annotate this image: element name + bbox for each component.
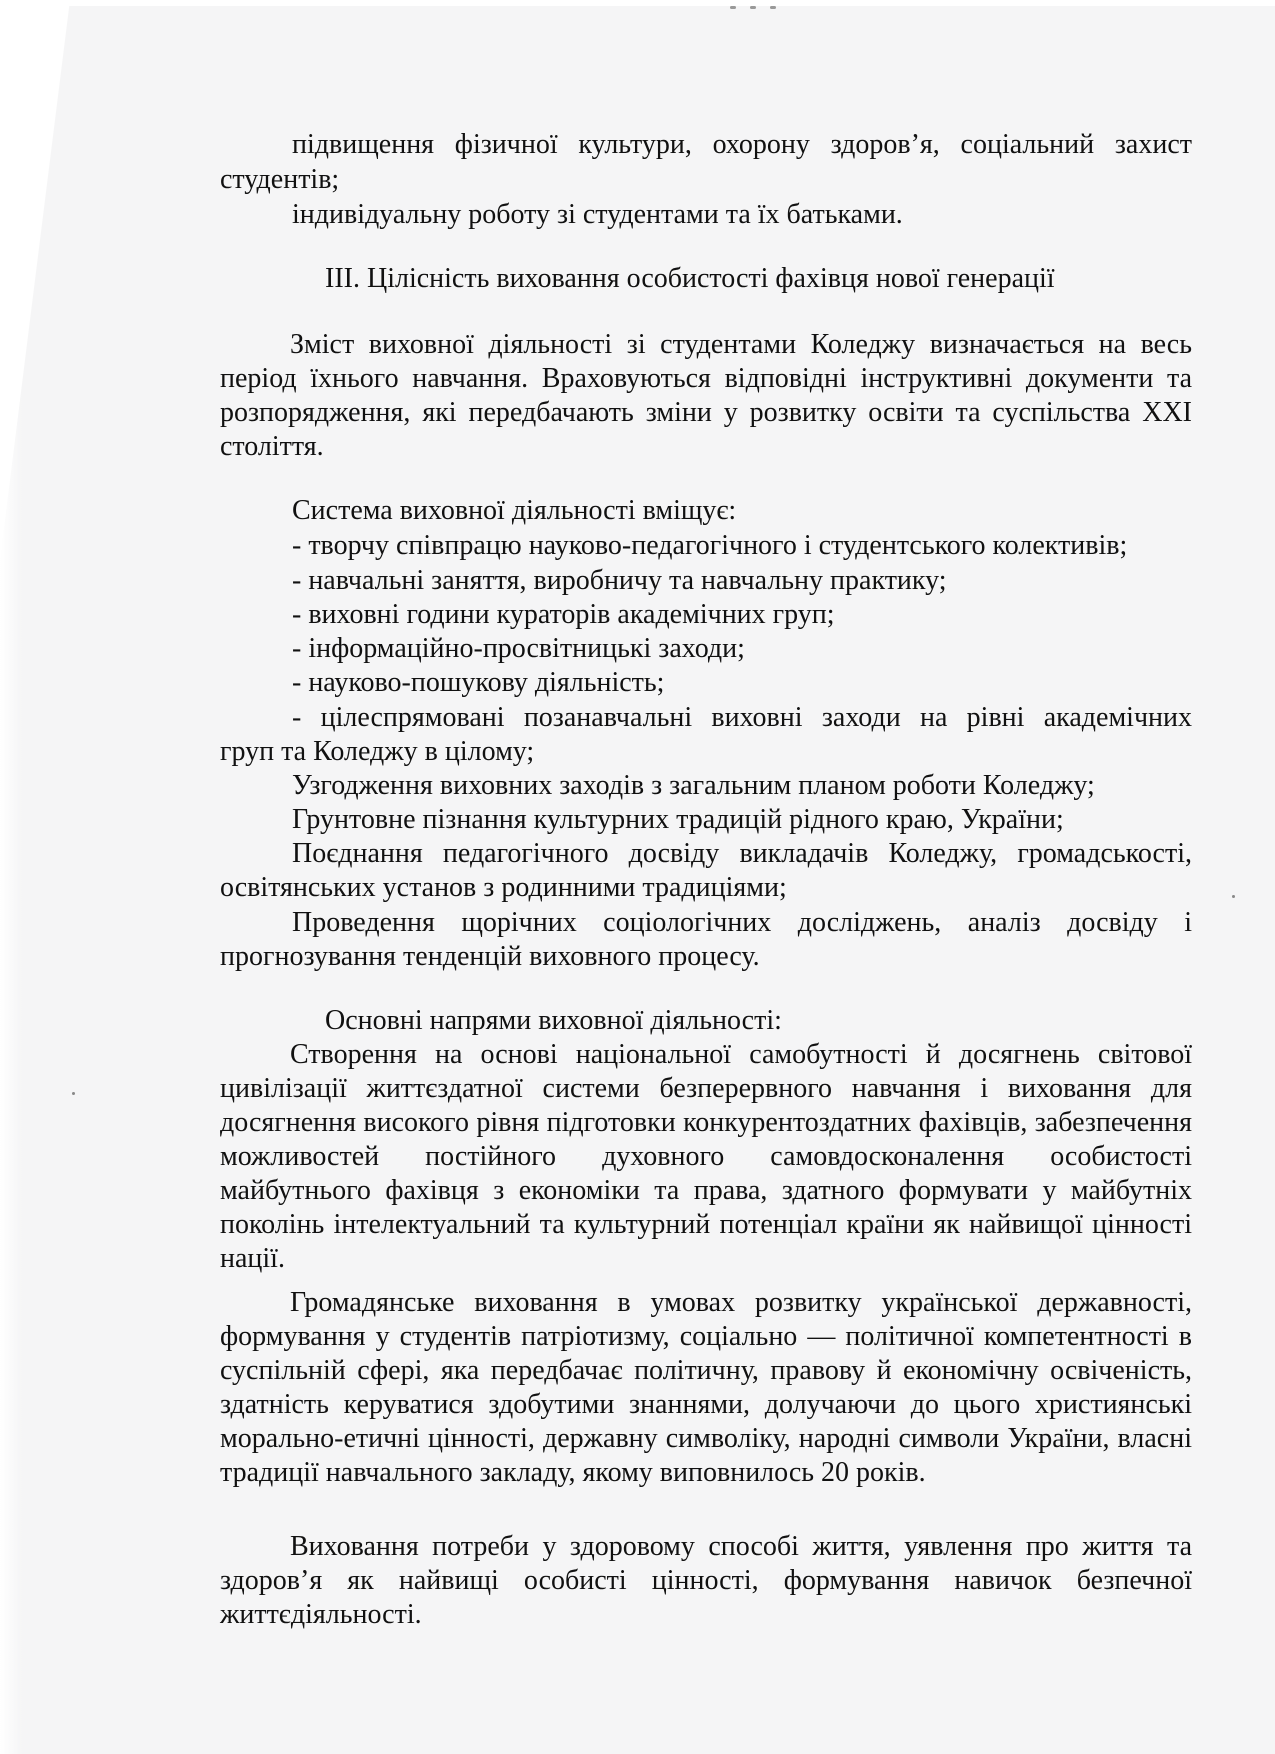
list-item: - творчу співпрацю науково-педагогічного і студентського колективів; bbox=[292, 530, 1128, 561]
paragraph-line: індивідуальну роботу зі студентами та їх батьками. bbox=[292, 199, 903, 230]
paragraph: Громадянське виховання в умовах розвитку української державності, формування у студентів патріотизму, соціально — політичної компетентності в суспільній сфері, яка передбачає політичну, правову й економічну освіченість, здатність керуватися здобутими знаннями, долучаючи до цього християнські морально-етичні цінності, державну символіку, народні символи України, власні традиції навчального закладу, якому виповнилось 20 років. bbox=[220, 1287, 1192, 1488]
scan-speck bbox=[72, 1092, 75, 1095]
list-item: - навчальні заняття, виробничу та навчальну практику; bbox=[292, 565, 947, 596]
list-intro: Система виховної діяльності вміщує: bbox=[292, 495, 737, 526]
scan-speck bbox=[1232, 895, 1235, 898]
list-item: Проведення щорічних соціологічних досліджень, аналіз досвіду і bbox=[292, 907, 1192, 938]
list-item: - виховні години кураторів академічних груп; bbox=[292, 599, 835, 630]
paragraph: Виховання потреби у здоровому способі життя, уявлення про життя та здоров’я як найвищі особисті цінності, формування навичок безпечної життєдіяльності. bbox=[220, 1531, 1192, 1630]
list-item: освітянських установ з родинними традиціями; bbox=[220, 872, 787, 903]
section-heading: ІІІ. Цілісність виховання особистості фахівця нової генерації bbox=[325, 263, 1055, 294]
scan-marks bbox=[720, 0, 800, 16]
list-item: Поєднання педагогічного досвіду викладачів Коледжу, громадськості, bbox=[292, 838, 1192, 869]
paragraph: Створення на основі національної самобутності й досягнень світової цивілізації життєздатної системи безперервного навчання і виховання для досягнення високого рівня підготовки конкурентоздатних фахівців, забезпечення можливостей постійного духовного самовдосконалення особистості майбутнього фахівця з економіки та права, здатного формувати у майбутніх поколінь інтелектуальний та культурний потенціал країни як найвищої цінності нації. bbox=[220, 1039, 1192, 1274]
list-item: Узгодження виховних заходів з загальним планом роботи Коледжу; bbox=[292, 770, 1095, 801]
paragraph-line: студентів; bbox=[220, 164, 340, 195]
list-item: - цілеспрямовані позанавчальні виховні заходи на рівні академічних bbox=[292, 702, 1192, 733]
list-item: - науково-пошукову діяльність; bbox=[292, 667, 665, 698]
list-item: груп та Коледжу в цілому; bbox=[220, 736, 535, 767]
list-item: Грунтовне пізнання культурних традицій рідного краю, України; bbox=[292, 804, 1064, 835]
folded-corner bbox=[0, 0, 70, 560]
scan-border-top bbox=[0, 0, 1275, 6]
paragraph: Зміст виховної діяльності зі студентами Коледжу визначається на весь період їхнього навчання. Враховуються відповідні інструктивні документи та розпорядження, які передбачають зміни у розвитку освіти та суспільства ХХІ століття. bbox=[220, 329, 1192, 462]
list-item: прогнозування тенденцій виховного процесу. bbox=[220, 941, 760, 972]
list-item: - інформаційно-просвітницькі заходи; bbox=[292, 633, 745, 664]
section-heading: Основні напрями виховної діяльності: bbox=[325, 1005, 782, 1036]
paragraph-line: підвищення фізичної культури, охорону здоров’я, соціальний захист bbox=[292, 129, 1192, 160]
